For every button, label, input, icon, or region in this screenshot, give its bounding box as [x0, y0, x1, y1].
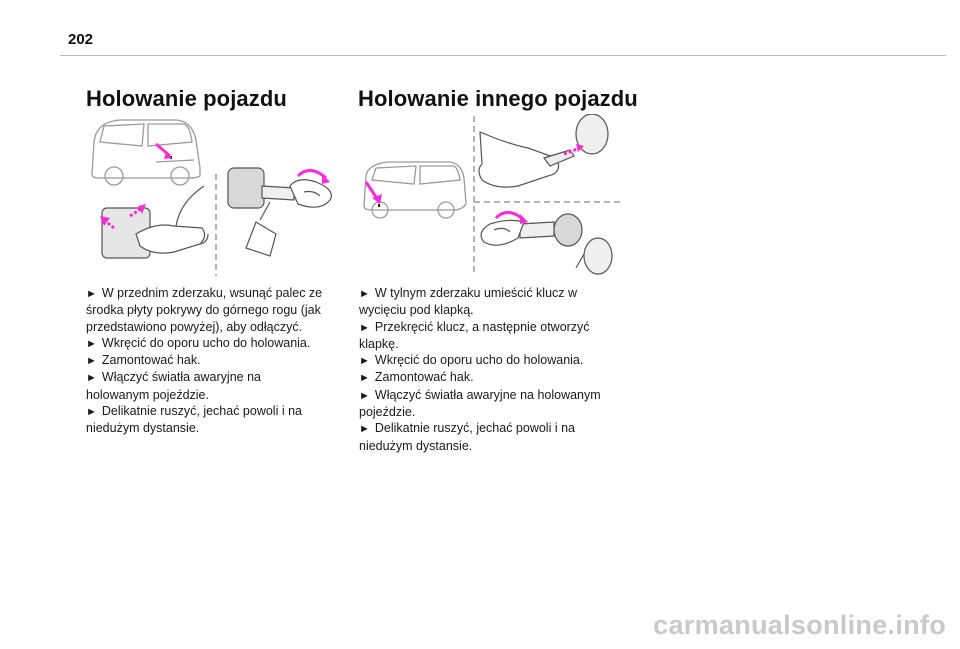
bullet-arrow-icon: ►	[86, 355, 97, 368]
towing-vehicle-illustration	[84, 116, 340, 278]
tow-eye-icon	[228, 168, 331, 256]
hand-key-icon	[479, 114, 608, 187]
header-rule	[60, 55, 946, 56]
step-item: ► Zamontować hak.	[86, 353, 201, 368]
step-item: ► Delikatnie ruszyć, jechać powoli i na niedużym dystansie.	[86, 404, 302, 436]
page-number: 202	[68, 31, 94, 48]
towing-other-vehicle-illustration	[358, 114, 626, 278]
bullet-arrow-icon: ►	[359, 288, 370, 300]
bullet-arrow-icon: ►	[359, 372, 370, 385]
van-front-icon	[92, 120, 200, 185]
step-item: ► Włączyć światła awaryjne na holowanym pojeździe.	[359, 387, 601, 420]
hand-cover-plate-icon	[102, 186, 208, 258]
step-item: ► Wkręcić do oporu ucho do holowania.	[359, 353, 584, 368]
section-title-towing-other-vehicle: Holowanie innego pojazdu	[358, 86, 638, 111]
bullet-arrow-icon: ►	[86, 406, 97, 419]
steps-towing-vehicle	[86, 285, 324, 437]
bullet-arrow-icon: ►	[86, 288, 97, 300]
step-item: ► W przednim zderzaku, wsunąć palec ze środka płyty pokrywy do górnego rogu (jak przedstawiono powyżej), aby odłączyć.	[86, 286, 323, 334]
step-item: ► Wkręcić do oporu ucho do holowania.	[86, 335, 311, 350]
tow-eye-rear-icon	[481, 214, 612, 274]
van-rear-icon	[364, 162, 466, 218]
steps-towing-other-vehicle	[359, 285, 623, 454]
step-item: ► Zamontować hak.	[359, 370, 474, 385]
bullet-arrow-icon: ►	[359, 355, 370, 368]
bullet-arrow-icon: ►	[359, 389, 370, 402]
step-item: ► Delikatnie ruszyć, jechać powoli i na niedużym dystansie.	[359, 421, 575, 453]
step-item: ► Włączyć światła awaryjne na holowanym pojeździe.	[86, 370, 261, 402]
section-title-towing-vehicle: Holowanie pojazdu	[86, 86, 287, 111]
bullet-arrow-icon: ►	[86, 372, 97, 385]
step-item: ► W tylnym zderzaku umieścić klucz w wycięciu pod klapką.	[359, 286, 578, 318]
bullet-arrow-icon: ►	[359, 423, 370, 436]
step-item: ► Przekręcić klucz, a następnie otworzyć klapkę.	[359, 319, 590, 351]
watermark: carmanualsonline.info	[653, 610, 946, 640]
bullet-arrow-icon: ►	[359, 321, 370, 334]
bullet-arrow-icon: ►	[86, 337, 97, 350]
